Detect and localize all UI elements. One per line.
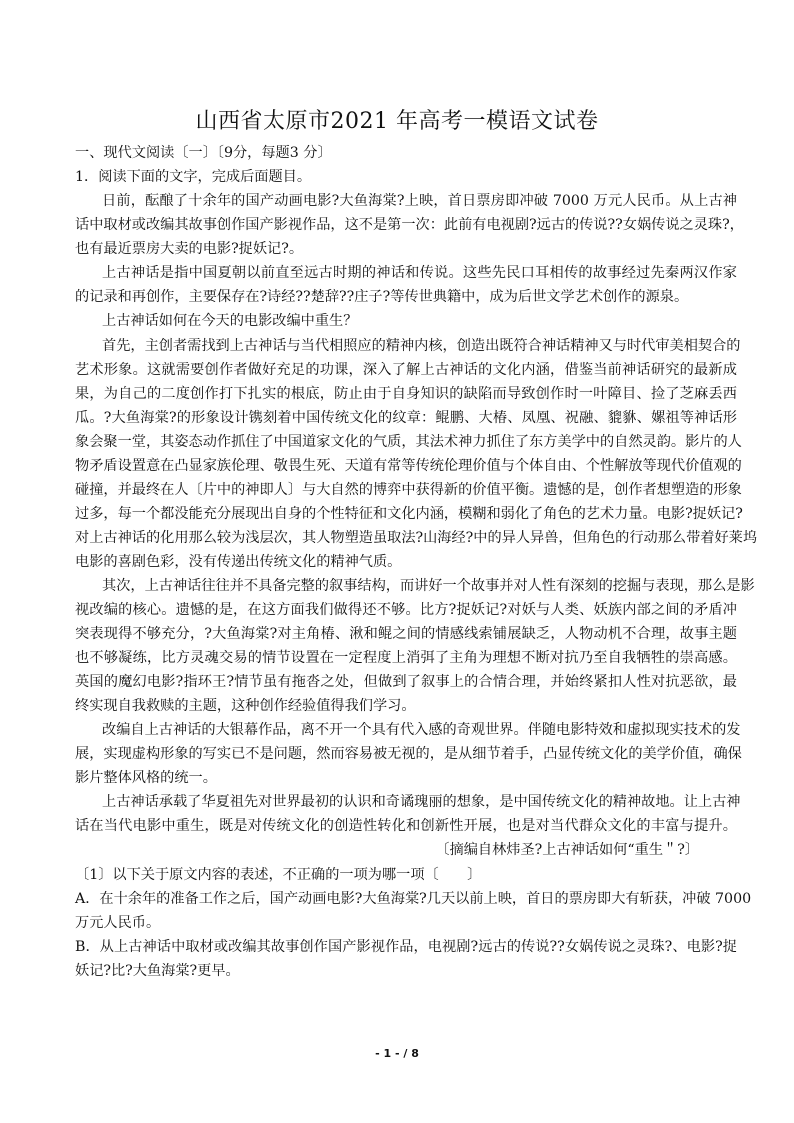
section-heading: 一、现代文阅读〔一〕〔9分，每题3 分〕 (75, 145, 332, 161)
paragraph-line: 对上古神话的化用那么较为浅层次，其人物塑造虽取法?山海经?中的异人异兽，但角色的行动那么带着好莱坞 (75, 530, 758, 546)
option-b-line: 妖记?比?大鱼海棠?更早。 (75, 963, 240, 979)
paragraph-line: 终实现自我救赎的主题，这种创作经验值得我们学习。 (75, 698, 416, 714)
paragraph-line: 的记录和再创作，主要保存在?诗经??楚辞??庄子?等传世典籍中，成为后世文学艺术创作的源泉。 (75, 289, 689, 305)
paragraph-line: 碰撞，并最终在人〔片中的神即人〕与大自然的博弈中获得新的价值平衡。遗憾的是，创作者想塑造的形象 (75, 482, 742, 498)
paragraph-line: 上古神话如何在今天的电影改编中重生？ (102, 313, 358, 329)
question-stem: 〔1〕以下关于原文内容的表述，不正确的一项为哪一项〔 〕 (75, 867, 482, 883)
paragraph-line: 日前，酝酿了十余年的国产动画电影?大鱼海棠?上映，首日票房即冲破 7000 万元人民币。从上古神 (102, 193, 737, 209)
paragraph-line: 电影的喜剧色彩，没有传递出传统文化的精神气质。 (75, 554, 402, 570)
option-a-line: A．在十余年的准备工作之后，国产动画电影?大鱼海棠?几天以前上映，首日的票房即大有斩获，冲破 7000 (75, 891, 752, 907)
paragraph-line: 也有最近票房大卖的电影?捉妖记?。 (75, 241, 304, 257)
paragraph-line: 影片整体风格的统一。 (75, 770, 217, 786)
paragraph-line: 突表现得不够充分，?大鱼海棠?对主角椿、湫和鲲之间的情感线索铺展缺乏，人物动机不合理，故事主题 (75, 626, 737, 642)
option-b-line: B．从上古神话中取材或改编其故事创作国产影视作品，电视剧?远古的传说??女娲传说之灵珠?、电影?捉 (75, 939, 737, 955)
paragraph-line: 英国的魔幻电影?指环王?情节虽有拖沓之处，但做到了叙事上的合情合理，并始终紧扣人性对抗恶欲，最 (75, 674, 737, 690)
paragraph-line: 上古神话承载了华夏祖先对世界最初的认识和奇谲瑰丽的想象，是中国传统文化的精神故地。让上古神 (102, 794, 741, 810)
paragraph-line: 艺术形象。这就需要创作者做好充足的功课，深入了解上古神话的文化内涵，借鉴当前神话研究的最新成 (75, 362, 737, 378)
source-citation: 〔摘编自林炜圣?上古神话如何“重生＂?〕 (435, 842, 699, 858)
paragraph-line: 物矛盾设置意在凸显家族伦理、敬畏生死、天道有常等传统伦理价值与个体自由、个性解放等现代价值观的 (75, 458, 742, 474)
paragraph-line: 话在当代电影中重生，既是对传统文化的创造性转化和创新性开展，也是对当代群众文化的丰富与提升。 (75, 818, 737, 834)
paragraph-line: 视改编的核心。遗憾的是，在这方面我们做得还不够。比方?捉妖记?对妖与人类、妖族内部之间的矛盾冲 (75, 602, 737, 618)
paragraph-line: 展，实现虚构形象的写实已不是问题，然而容易被无视的，是从细节着手，凸显传统文化的美学价值，确保 (75, 746, 742, 762)
paragraph-line: 改编自上古神话的大银幕作品，离不开一个具有代入感的奇观世界。伴随电影特效和虚拟现实技术的发 (102, 722, 741, 738)
paragraph-line: 上古神话是指中国夏朝以前直至远古时期的神话和传说。这些先民口耳相传的故事经过先秦两汉作家 (102, 265, 737, 281)
paragraph-line: 果，为自己的二度创作打下扎实的根底，防止由于自身知识的缺陷而导致创作时一叶障目、捡了芝麻丢西 (75, 386, 737, 402)
paragraph-line: 瓜。?大鱼海棠?的形象设计镌刻着中国传统文化的纹章：鲲鹏、大椿、凤凰、祝融、貔貅、嫘祖等神话形 (75, 410, 737, 426)
option-a-line: 万元人民币。 (75, 915, 161, 931)
paragraph-line: 首先，主创者需找到上古神话与当代相照应的精神内核，创造出既符合神话精神又与时代审美相契合的 (102, 338, 741, 354)
paragraph-line: 象会聚一堂，其姿态动作抓住了中国道家文化的气质，其法术神力抓住了东方美学中的自然灵韵。影片的人 (75, 434, 742, 450)
paragraph-line: 过多，每一个都没能充分展现出自身的个性特征和文化内涵，模糊和弱化了角色的艺术力量。电影?捉妖记? (75, 506, 743, 522)
paragraph-line: 话中取材或改编其故事创作国产影视作品，这不是第一次：此前有电视剧?远古的传说??女娲传说之灵珠?， (75, 217, 744, 233)
question-instruction: 1．阅读下面的文字，完成后面题目。 (75, 169, 312, 185)
paragraph-line: 其次，上古神话往往并不具备完整的叙事结构，而讲好一个故事并对人性有深刻的挖掘与表现，那么是影 (102, 578, 755, 594)
page-number: - 1 - / 8 (375, 1047, 419, 1060)
exam-title: 山西省太原市2021 年高考一模语文试卷 (195, 109, 599, 134)
paragraph-line: 也不够凝练，比方灵魂交易的情节设置在一定程度上消弭了主角为理想不断对抗乃至自我牺牲的崇高感。 (75, 650, 737, 666)
